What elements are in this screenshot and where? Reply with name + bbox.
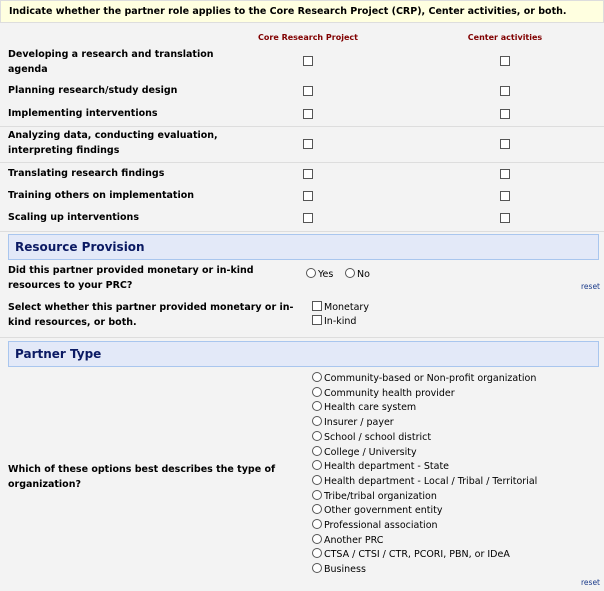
partner-type-option[interactable] [312,416,394,431]
checkbox-icon[interactable] [312,301,322,311]
matrix-row-label: Developing a research and translation agenda [8,49,214,75]
checkbox-label: In-kind [324,316,357,327]
radio-icon[interactable] [312,504,322,514]
checkbox-center[interactable] [500,56,510,66]
checkbox-crp[interactable] [303,86,313,96]
option-label: College / University [324,446,417,458]
radio-label: Yes [318,269,334,280]
divider [0,162,604,163]
radio-icon[interactable] [312,475,322,485]
radio-icon[interactable] [312,563,322,573]
radio-icon[interactable] [312,431,322,441]
radio-icon[interactable] [312,416,322,426]
radio-icon[interactable] [312,490,322,500]
radio-icon[interactable] [312,372,322,382]
radio-icon[interactable] [312,446,322,456]
radio-yes[interactable] [306,268,333,283]
column-header-center: Center activities [467,33,543,42]
partner-type-option[interactable] [312,372,536,387]
option-label: Insurer / payer [324,417,394,429]
partner-type-option[interactable] [312,446,417,461]
partner-type-option[interactable] [312,475,537,490]
radio-icon[interactable] [312,534,322,544]
matrix-row-label: Training others on implementation [8,190,194,201]
partner-type-question: Which of these options best describes the type of organization? [8,464,276,490]
radio-icon[interactable] [306,268,316,278]
partner-type-option[interactable] [312,460,449,475]
checkbox-crp[interactable] [303,169,313,179]
radio-icon[interactable] [312,460,322,470]
partner-type-option[interactable] [312,519,438,534]
partner-type-option[interactable] [312,490,437,505]
divider [0,231,604,232]
matrix-prompt: Indicate whether the partner role applies to the Core Research Project (CRP), Center activities, or both. [0,0,604,23]
checkbox-center[interactable] [500,169,510,179]
option-label: Professional association [324,520,438,531]
section-resource-provision: Resource Provision [8,234,599,260]
option-label: Other government entity [324,505,443,517]
radio-icon[interactable] [312,401,322,411]
partner-type-option[interactable] [312,548,510,563]
checkbox-center[interactable] [500,109,510,119]
matrix-row-label: Implementing interventions [8,108,158,119]
radio-icon[interactable] [312,519,322,529]
matrix-row-label: Analyzing data, conducting evaluation, interpreting findings [8,130,218,156]
column-header-crp: Core Research Project [258,33,358,42]
partner-type-option[interactable] [312,534,383,549]
option-label: School / school district [324,431,432,443]
checkbox-center[interactable] [500,213,510,223]
option-label: Tribe/tribal organization [324,490,437,502]
radio-icon[interactable] [345,268,355,278]
option-label: Another PRC [324,534,384,546]
checkbox-crp[interactable] [303,109,313,119]
radio-no[interactable] [345,268,370,283]
option-label: Community health provider [324,387,455,399]
option-label: Health care system [324,402,417,414]
option-label: Health department - State [324,461,450,473]
checkbox-icon[interactable] [312,315,322,325]
partner-type-option[interactable] [312,431,431,446]
option-label: Business [324,564,366,576]
resource-question: Did this partner provided monetary or in-kind resources to your PRC? [8,265,254,291]
radio-label: No [357,269,370,280]
radio-icon[interactable] [312,548,322,558]
reset-link-partner[interactable]: reset [581,578,600,587]
partner-type-option[interactable] [312,387,455,402]
partner-type-option[interactable] [312,563,366,578]
matrix-row-label: Scaling up interventions [8,212,139,223]
checkbox-center[interactable] [500,191,510,201]
checkbox-crp[interactable] [303,213,313,223]
checkbox-crp[interactable] [303,56,313,66]
reset-link-resource[interactable]: reset [581,282,600,291]
resource-type-question: Select whether this partner provided monetary or in-kind resources, or both. [8,302,294,328]
partner-type-option[interactable] [312,401,416,416]
divider [0,126,604,127]
matrix-row-label: Translating research findings [8,168,165,179]
checkbox-crp[interactable] [303,191,313,201]
radio-icon[interactable] [312,387,322,397]
matrix-row-label: Planning research/study design [8,85,178,96]
checkbox-inkind[interactable] [312,315,356,330]
option-label: CTSA / CTSI / CTR, PCORI, PBN, or IDeA [324,549,510,561]
option-label: Community-based or Non-profit organization [324,373,537,384]
partner-type-option[interactable] [312,504,443,519]
checkbox-crp[interactable] [303,139,313,149]
checkbox-monetary[interactable] [312,301,369,316]
checkbox-label: Monetary [324,302,369,313]
section-partner-type: Partner Type [8,341,599,367]
option-label: Health department - Local / Tribal / Territorial [324,475,538,487]
checkbox-center[interactable] [500,139,510,149]
divider [0,337,604,338]
checkbox-center[interactable] [500,86,510,96]
